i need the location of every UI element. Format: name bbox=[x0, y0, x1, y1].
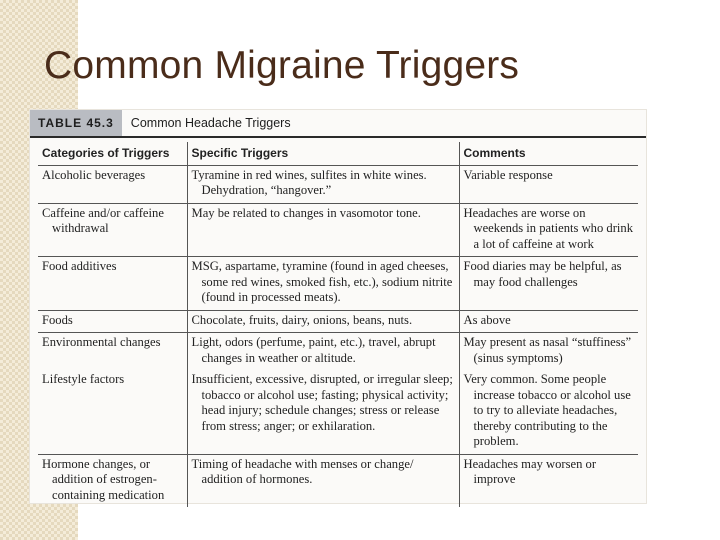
table-title: Common Headache Triggers bbox=[130, 116, 291, 130]
table-row bbox=[38, 454, 638, 507]
row-comment: Headaches may worsen or improve bbox=[459, 454, 638, 507]
row-triggers: Tyramine in red wines, sulfites in white wines. Dehydration, “hangover.” bbox=[187, 165, 459, 203]
headache-triggers-table-figure bbox=[30, 110, 646, 503]
row-category: Environmental changes bbox=[42, 335, 161, 349]
row-comment: As above bbox=[459, 310, 638, 333]
table-row bbox=[38, 310, 638, 333]
row-category: Food additives bbox=[38, 257, 187, 311]
row-comment: Very common. Some people increase tobacco or alcohol use to try to alleviate headaches, thereby contributing to the problem. bbox=[459, 370, 638, 454]
row-comment: May present as nasal “stuffiness” (sinus symptoms) bbox=[459, 333, 638, 371]
table-row bbox=[38, 165, 638, 203]
row-comment: Variable response bbox=[459, 165, 638, 203]
triggers-table bbox=[38, 142, 638, 507]
row-category: Caffeine and/or caffeine withdrawal bbox=[38, 203, 187, 257]
table-label: TABLE 45.3 bbox=[30, 110, 122, 136]
row-triggers: MSG, aspartame, tyramine (found in aged cheeses, some red wines, smoked fish, etc.), sodium nitrite (found in processed meats). bbox=[187, 257, 459, 311]
row-comment: Headaches are worse on weekends in patients who drink a lot of caffeine at work bbox=[459, 203, 638, 257]
row-category: Foods bbox=[38, 310, 187, 333]
header-comments: Comments bbox=[459, 142, 638, 165]
row-category: Lifestyle factors bbox=[38, 370, 187, 454]
row-triggers: Light, odors (perfume, paint, etc.), travel, abrupt changes in weather or altitude. bbox=[187, 333, 459, 371]
table-caption bbox=[30, 110, 646, 136]
slide-title: Common Migraine Triggers bbox=[44, 44, 520, 87]
row-triggers: May be related to changes in vasomotor tone. bbox=[187, 203, 459, 257]
table-top-rule bbox=[30, 136, 646, 138]
table-row bbox=[38, 333, 638, 371]
row-triggers: Chocolate, fruits, dairy, onions, beans, nuts. bbox=[187, 310, 459, 333]
row-category: Alcoholic beverages bbox=[38, 165, 187, 203]
row-triggers: Timing of headache with menses or change/ addition of hormones. bbox=[187, 454, 459, 507]
row-comment: Food diaries may be helpful, as may food challenges bbox=[459, 257, 638, 311]
header-categories: Categories of Triggers bbox=[38, 142, 187, 165]
table-row bbox=[38, 257, 638, 311]
table-row bbox=[38, 203, 638, 257]
table-row bbox=[38, 370, 638, 454]
row-category: Hormone changes, or addition of estrogen-containing medication bbox=[42, 456, 165, 502]
table-header-row bbox=[38, 142, 638, 165]
header-specific-triggers: Specific Triggers bbox=[187, 142, 459, 165]
row-triggers: Insufficient, excessive, disrupted, or irregular sleep; tobacco or alcohol use; fasting; physical activity; head injury; schedule changes; stress or release from stress; anger; or exhilaration. bbox=[187, 370, 459, 454]
